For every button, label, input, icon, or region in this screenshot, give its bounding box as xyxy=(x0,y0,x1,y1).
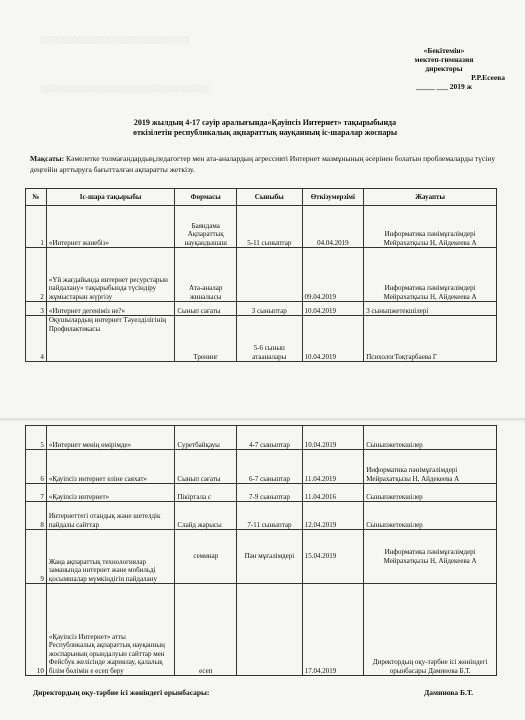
cell-number: 6 xyxy=(26,450,47,484)
cell-responsible: Информатика пәнімұғалімдері Мейрахатқызы Н, Айдекеева А xyxy=(364,248,497,302)
cell-topic: «Үй жағдайында интернет ресурстарын пайдалану» тақырыбында түсіндіру жұмыстарын жүргізу xyxy=(46,248,175,302)
cell-date: 04.04.2019 xyxy=(302,206,364,248)
table-row xyxy=(26,584,497,676)
title-line-1: 2019 жылдың 4-17 сәуір аралығында«Қауіпсіз Интернет» тақырыбында xyxy=(133,118,397,127)
footer-name: Даминова Б.Т. xyxy=(424,688,473,697)
cell-date: 11.04.2019 xyxy=(302,450,364,484)
cell-number: 8 xyxy=(26,502,47,530)
cell-date: 10.04.2019 xyxy=(302,316,364,362)
table-row xyxy=(26,530,497,584)
cell-responsible: ПсихологТоқтарбаева Г xyxy=(364,316,497,362)
cell-date: 11.04.2016 xyxy=(302,484,364,502)
cell-grade: 7-9 сыныптар xyxy=(237,484,303,502)
cell-responsible: Сыныпжетекшілер xyxy=(364,502,497,530)
cell-grade: 7-11 сыныптар xyxy=(237,502,303,530)
footer-signature xyxy=(33,688,473,697)
header-date: Өткізумерзімі xyxy=(302,189,364,206)
table-row xyxy=(26,316,497,362)
cell-date: 09.04.2019 xyxy=(302,248,364,302)
cell-form: Суретбайқауы xyxy=(175,426,237,450)
signature-name: Р.Р.Есеева xyxy=(471,73,505,82)
header-form: Формасы xyxy=(175,189,237,206)
cell-date: 12.04.2019 xyxy=(302,502,364,530)
header-number: № xyxy=(26,189,47,206)
cell-topic: «Қауіпсіз интернет еліне саяхат» xyxy=(46,450,175,484)
bleed-through-text: ░░░░░░░░░░░░░░░░░░░░░░░░░░░░░░░░░░ xyxy=(40,85,209,93)
cell-grade: 3 сыныптар xyxy=(237,302,302,316)
cell-number: 2 xyxy=(26,248,47,302)
cell-topic: Жаңа ақпараттық технологиялар заманында интернет және мобильді қосымшалар мүмкіндігін пайдалану xyxy=(46,530,175,584)
approval-signature xyxy=(383,73,505,82)
cell-form: семинар xyxy=(175,530,237,584)
header-grade: Сыныбы xyxy=(237,189,302,206)
approval-block xyxy=(383,46,505,91)
cell-topic: «Интернет менің өмірімде» xyxy=(46,426,175,450)
cell-responsible: 3 сыныпжетекшілері xyxy=(364,302,497,316)
cell-form: Сынып сағаты xyxy=(175,450,237,484)
cell-date: 10.04.2019 xyxy=(302,426,364,450)
purpose-text: Кәмелетке толмағандардың,педагогтер мен ата-аналардың агрессивті Интернет мазмұнының әсерінен болатын проблемаларды түсіну деңгейін арттыруға бағытталған ақпаратты жеткізу. xyxy=(30,154,496,174)
table-row xyxy=(26,450,497,484)
table-row xyxy=(26,302,497,316)
purpose-label: Мақсаты: xyxy=(30,154,65,163)
cell-number: 5 xyxy=(26,426,47,450)
cell-responsible: Директордың оқу-тәрбие ісі жөніндегі орынбасары Даминова Б.Т. xyxy=(364,584,497,676)
cell-form: Тренинг xyxy=(175,316,237,362)
cell-number: 1 xyxy=(26,206,47,248)
cell-grade: 5-11 сыныптар xyxy=(237,206,302,248)
cell-grade: 6-7 сыныптар xyxy=(237,450,303,484)
table-row xyxy=(26,426,497,450)
cell-form: Пікіртала с xyxy=(175,484,237,502)
cell-form: Ата-аналар жиналысы xyxy=(175,248,237,302)
cell-grade xyxy=(237,584,303,676)
cell-form: Слайд жарысы xyxy=(175,502,237,530)
cell-responsible: Информатика пәнімұғалімдері Мейрахатқызы Н, Айдекеева А xyxy=(364,450,497,484)
cell-responsible: Сыныпжетекшілер xyxy=(364,426,497,450)
page-break xyxy=(0,418,525,421)
header-topic: Іс-шара тақырыбы xyxy=(46,189,175,206)
approval-line-1: «Бекітемін» xyxy=(423,46,465,55)
table-row xyxy=(26,248,497,302)
bleed-through-text: ░░░░░░░░░░░░░░░░░░░░░░░░░░░░░░ xyxy=(40,36,189,44)
table-row xyxy=(26,502,497,530)
purpose-paragraph xyxy=(30,153,500,175)
events-table-part2 xyxy=(25,425,497,676)
table-header-row xyxy=(26,189,497,206)
cell-number: 7 xyxy=(26,484,47,502)
cell-responsible: Сыныпжетекшілер xyxy=(364,484,497,502)
cell-topic: «Интернет дегеніміз не?» xyxy=(46,302,175,316)
cell-date: 15.04.2019 xyxy=(302,530,364,584)
document-title xyxy=(70,118,460,138)
cell-responsible: Информатика пәнімұғалімдері Мейрахатқызы Н, Айдекеева А xyxy=(364,530,497,584)
cell-topic: Интернеттегі отандық және шетелдік пайдалы сайттар xyxy=(46,502,175,530)
cell-grade: Пән мұғалімдері xyxy=(237,530,303,584)
cell-topic: Оқушылардың интернет Тәуелділігінің Профилактикасы xyxy=(46,316,175,362)
cell-grade xyxy=(237,248,302,302)
cell-topic: «Интернет жәнебіз» xyxy=(46,206,175,248)
cell-grade: 5-6 сынып атааналары xyxy=(237,316,302,362)
header-responsible: Жауапты xyxy=(364,189,497,206)
cell-number: 10 xyxy=(26,584,47,676)
approval-date: _____ ___ 2019 ж xyxy=(415,82,473,91)
cell-form: Сынып сағаты xyxy=(175,302,237,316)
cell-topic: «Қауіпсіз интернет» xyxy=(46,484,175,502)
table-row xyxy=(26,484,497,502)
events-table-part1 xyxy=(25,188,497,362)
title-line-2: өткізілетін республикалық ақпараттық науқанның іс-шаралар жоспары xyxy=(132,128,398,137)
cell-form: есеп xyxy=(175,584,237,676)
footer-position: Директордың оқу-тәрбие ісі жөніндегі орынбасары: xyxy=(33,688,210,697)
cell-number: 9 xyxy=(26,530,47,584)
cell-number: 3 xyxy=(26,302,47,316)
cell-form: Баяндама Ақпараттық науқандышаш xyxy=(175,206,237,248)
cell-responsible: Информатика пәнімұғалімдері Мейрахатқызы Н, Айдекеева А xyxy=(364,206,497,248)
cell-number: 4 xyxy=(26,316,47,362)
approval-line-2: мектеп-гимназия xyxy=(414,55,474,64)
table-row xyxy=(26,206,497,248)
approval-line-3: директоры xyxy=(425,64,463,73)
cell-date: 17.04.2019 xyxy=(302,584,364,676)
cell-grade: 4-7 сыныптар xyxy=(237,426,303,450)
cell-topic: «Қауіпсіз Интернет» атты Республикалық ақпараттық науқанның жоспарының орындалуын сайттар мен Фейсбук желісінде жариялау, қалалық білім бөлімін е есеп беру xyxy=(46,584,175,676)
cell-date: 10.04.2019 xyxy=(302,302,364,316)
